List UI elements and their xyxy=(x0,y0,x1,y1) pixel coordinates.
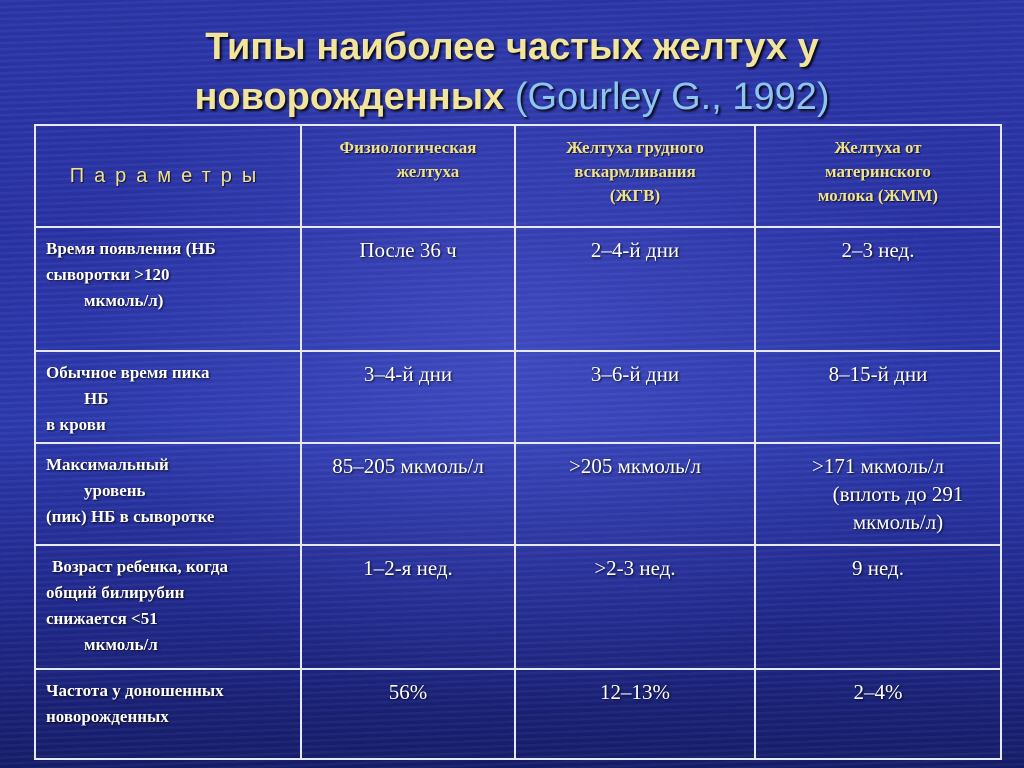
value-cell: 2–4-й дни xyxy=(515,227,755,351)
table-row xyxy=(35,545,1001,669)
value-cell: После 36 ч xyxy=(301,227,515,351)
value-cell: >171 мкмоль/л (вплоть до 291 мкмоль/л) xyxy=(755,443,1001,545)
param-cell: Возраст ребенка, когда общий билирубин снижается <51 мкмоль/л xyxy=(35,545,301,669)
header-physiological: Физиологическая желтуха xyxy=(301,125,515,227)
table-row xyxy=(35,227,1001,351)
param-cell: Максимальный уровень (пик) НБ в сыворотке xyxy=(35,443,301,545)
value-cell: 3–4-й дни xyxy=(301,351,515,443)
param-cell: Частота у доношенных новорожденных xyxy=(35,669,301,759)
table-row xyxy=(35,443,1001,545)
param-cell: Время появления (НБ сыворотки >120 мкмоль/л) xyxy=(35,227,301,351)
value-cell: 1–2-я нед. xyxy=(301,545,515,669)
value-cell: 8–15-й дни xyxy=(755,351,1001,443)
value-cell: >205 мкмоль/л xyxy=(515,443,755,545)
value-cell: 2–4% xyxy=(755,669,1001,759)
header-parameters: Параметры xyxy=(35,125,301,227)
title-line-2-text: новорожденных xyxy=(194,76,505,118)
value-cell: 3–6-й дни xyxy=(515,351,755,443)
header-breastmilk: Желтуха от материнского молока (ЖММ) xyxy=(755,125,1001,227)
header-breastfeeding: Желтуха грудного вскармливания (ЖГВ) xyxy=(515,125,755,227)
value-cell: 9 нед. xyxy=(755,545,1001,669)
slide-title xyxy=(0,22,1024,122)
value-cell: >2-3 нед. xyxy=(515,545,755,669)
title-line-1: Типы наиболее частых желтух у xyxy=(205,26,819,68)
jaundice-comparison-table xyxy=(34,124,1002,760)
title-citation: (Gourley G., 1992) xyxy=(514,76,830,118)
header-row xyxy=(35,125,1001,227)
value-cell: 56% xyxy=(301,669,515,759)
value-cell: 85–205 мкмоль/л xyxy=(301,443,515,545)
table-row xyxy=(35,351,1001,443)
value-cell: 2–3 нед. xyxy=(755,227,1001,351)
param-cell: Обычное время пика НБ в крови xyxy=(35,351,301,443)
title-line-2 xyxy=(0,72,1024,122)
table-row xyxy=(35,669,1001,759)
value-cell: 12–13% xyxy=(515,669,755,759)
